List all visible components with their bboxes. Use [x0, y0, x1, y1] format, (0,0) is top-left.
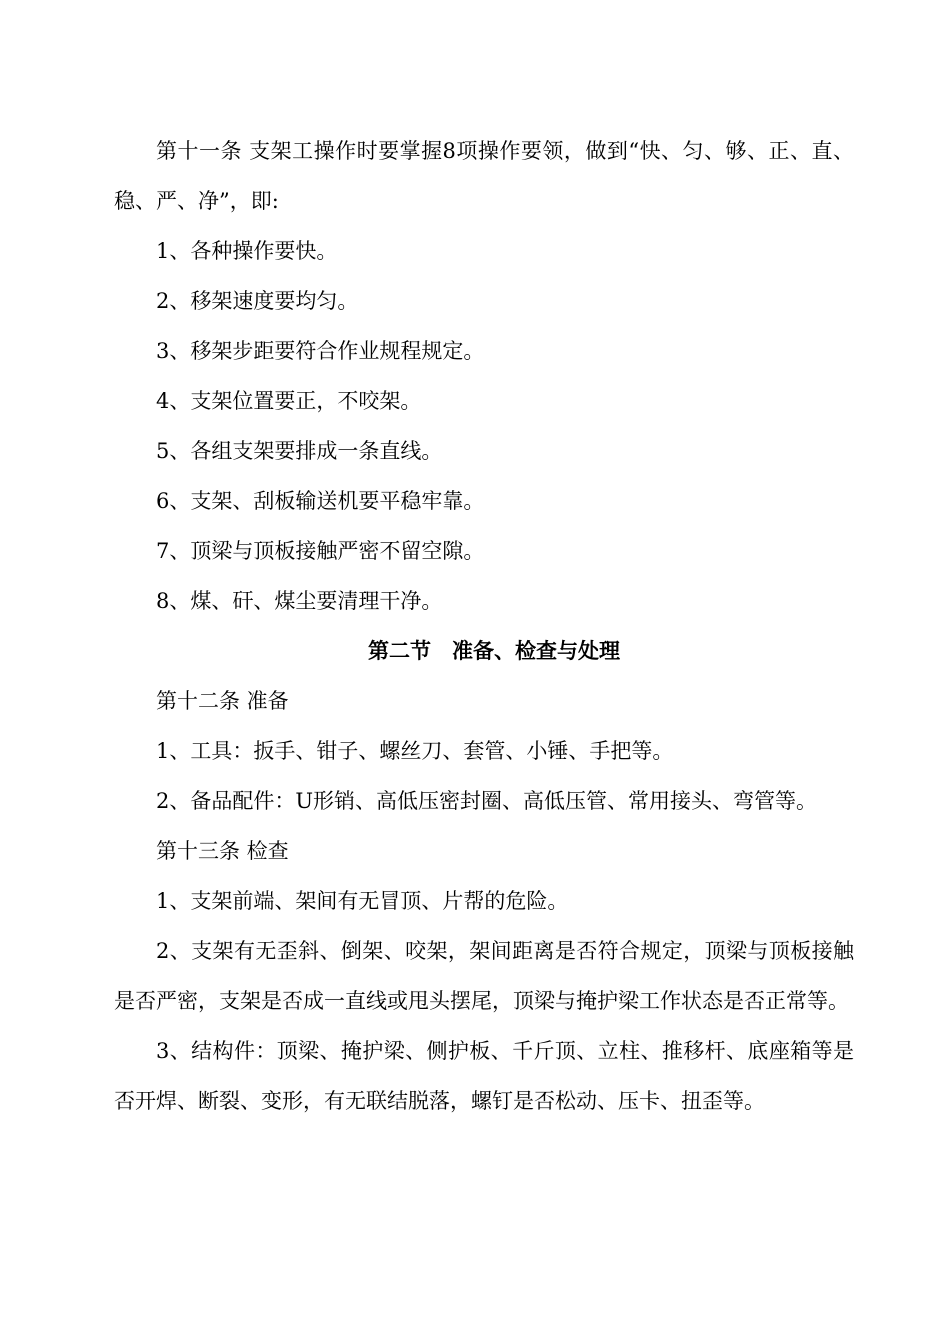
- list-item-2: 2、移架速度要均匀。: [156, 289, 359, 313]
- article-13-title: 第十三条 检查: [156, 839, 289, 863]
- list-item-6: 6、支架、刮板输送机要平稳牢靠。: [156, 489, 485, 513]
- list-item-1: 1、各种操作要快。: [156, 239, 338, 263]
- list-item-7: 7、顶梁与顶板接触严密不留空隙。: [156, 539, 485, 563]
- list-item-3: 3、移架步距要符合作业规程规定。: [156, 339, 485, 363]
- prep-item-spares: 2、备品配件：U形销、高低压密封圈、高低压管、常用接头、弯管等。: [156, 789, 818, 813]
- section-heading: 第二节 准备、检查与处理: [368, 638, 620, 663]
- list-item-5: 5、各组支架要排成一条直线。: [156, 439, 443, 463]
- list-item-4: 4、支架位置要正，不咬架。: [156, 389, 422, 413]
- list-item-8: 8、煤、矸、煤尘要清理干净。: [156, 589, 443, 613]
- check-item-3: 3、结构件：顶梁、掩护梁、侧护板、千斤顶、立柱、推移杆、底座箱等是否开焊、断裂、变形，有无联结脱落，螺钉是否松动、压卡、扭歪等。: [114, 1039, 854, 1113]
- check-item-2: 2、支架有无歪斜、倒架、咬架，架间距离是否符合规定，顶梁与顶板接触是否严密，支架是否成一直线或甩头摆尾，顶梁与掩护梁工作状态是否正常等。: [114, 939, 854, 1013]
- article-12-title: 第十二条 准备: [156, 689, 289, 713]
- check-item-1: 1、支架前端、架间有无冒顶、片帮的危险。: [156, 889, 569, 913]
- prep-item-tools: 1、工具：扳手、钳子、螺丝刀、套管、小锤、手把等。: [156, 739, 674, 763]
- article-11-intro: 第十一条 支架工操作时要掌握8项操作要领，做到“快、匀、够、正、直、稳、严、净”，即:: [114, 139, 854, 213]
- document-body: [114, 126, 854, 1126]
